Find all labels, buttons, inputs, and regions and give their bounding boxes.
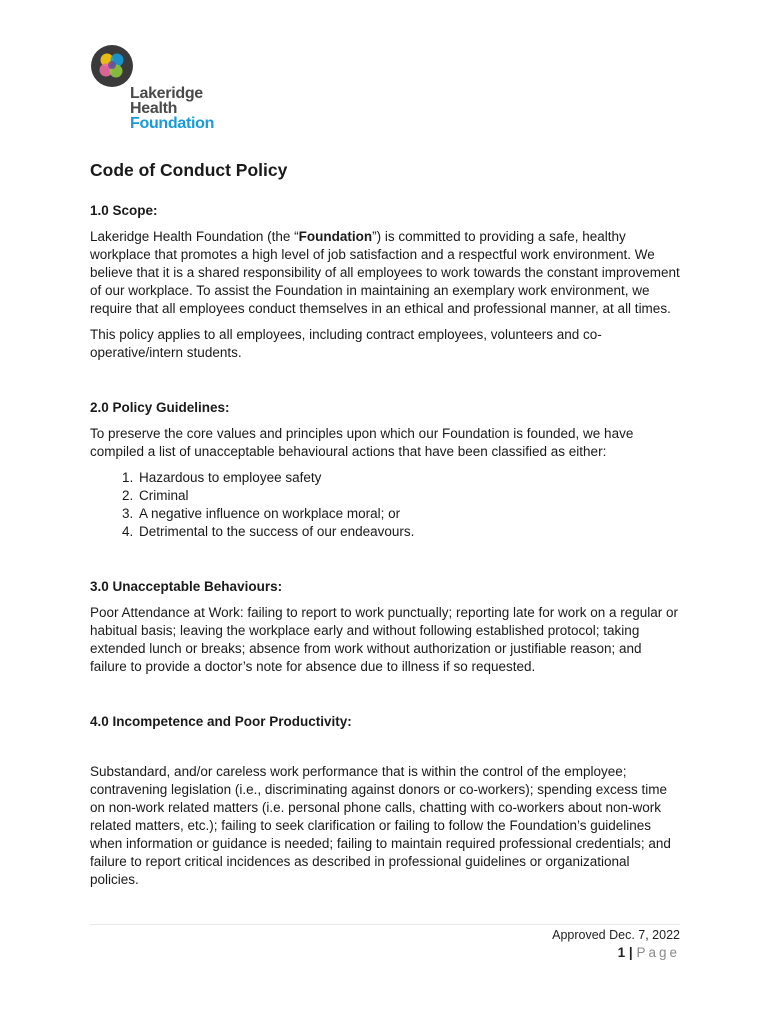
section-1-heading: 1.0 Scope: <box>90 203 158 218</box>
section-4-paragraph-1: Substandard, and/or careless work performance that is within the control of the employee; contravening legislation (i.e., discriminating against donors or co-workers); spending excess time on non-work related matters (i.e. personal phone calls, chatting with co-workers about non-work related matters, etc.); failing to seek clarification or failing to follow the Foundation’s guidelines when information or guidance is needed; failing to maintain required professional credentials; and failure to report critical incidences as described in professional guidelines or organizational policies. <box>90 764 671 887</box>
logo-wordmark <box>130 86 214 131</box>
list-item: 3. A negative influence on workplace moral; or <box>137 505 680 523</box>
section-2-paragraph-1: To preserve the core values and principles upon which our Foundation is founded, we have compiled a list of unacceptable behavioural actions that have been classified as either: <box>90 426 634 459</box>
s1-p1-pre: Lakeridge Health Foundation (the “ <box>90 229 299 244</box>
logo-mark-icon <box>90 44 134 88</box>
footer-divider <box>90 924 680 925</box>
s1-p1-post: ”) is committed to providing a safe, healthy workplace that promotes a high level of job satisfaction and a respectful work environment. We believe that it is a shared responsibility of all employees to work towards the constant improvement of our workplace. To assist the Foundation in maintaining an exemplary work environment, we require that all employees conduct themselves in an ethical and professional manner, at all times. <box>90 229 680 316</box>
logo-line-foundation: Foundation <box>130 115 215 132</box>
section-3-paragraph-1: Poor Attendance at Work: failing to report to work punctually; reporting late for work on a regular or habitual basis; leaving the workplace early and without following established protocol; taking extended lunch or breaks; absence from work without authorization or justifiable reason; and failure to provide a doctor’s note for absence due to illness if so requested. <box>90 605 679 674</box>
section-1-paragraph-2: This policy applies to all employees, including contract employees, volunteers and co-operative/intern students. <box>90 327 602 360</box>
section-2-heading: 2.0 Policy Guidelines: <box>90 400 230 415</box>
approval-date: Approved Dec. 7, 2022 <box>552 928 680 942</box>
s1-p1-bold: Foundation <box>298 229 373 244</box>
section-3-heading: 3.0 Unacceptable Behaviours: <box>90 579 283 594</box>
lakeridge-health-foundation-logo <box>90 44 230 136</box>
behaviour-classification-list <box>90 469 680 541</box>
logo-line-health: Health <box>130 100 178 117</box>
page-title: Code of Conduct Policy <box>90 160 288 180</box>
logo-line-lakeridge: Lakeridge <box>130 85 203 102</box>
page-number-separator: | <box>628 945 633 960</box>
document-body <box>90 160 680 897</box>
list-item: 1. Hazardous to employee safety <box>137 469 680 487</box>
list-item: 4. Detrimental to the success of our endeavours. <box>137 523 680 541</box>
page-word: Page <box>636 945 680 960</box>
section-4-heading: 4.0 Incompetence and Poor Productivity: <box>90 714 352 729</box>
section-1-paragraph-1 <box>90 228 680 318</box>
page-number-value: 1 <box>617 945 626 960</box>
page-number <box>618 945 680 960</box>
list-item: 2. Criminal <box>137 487 680 505</box>
